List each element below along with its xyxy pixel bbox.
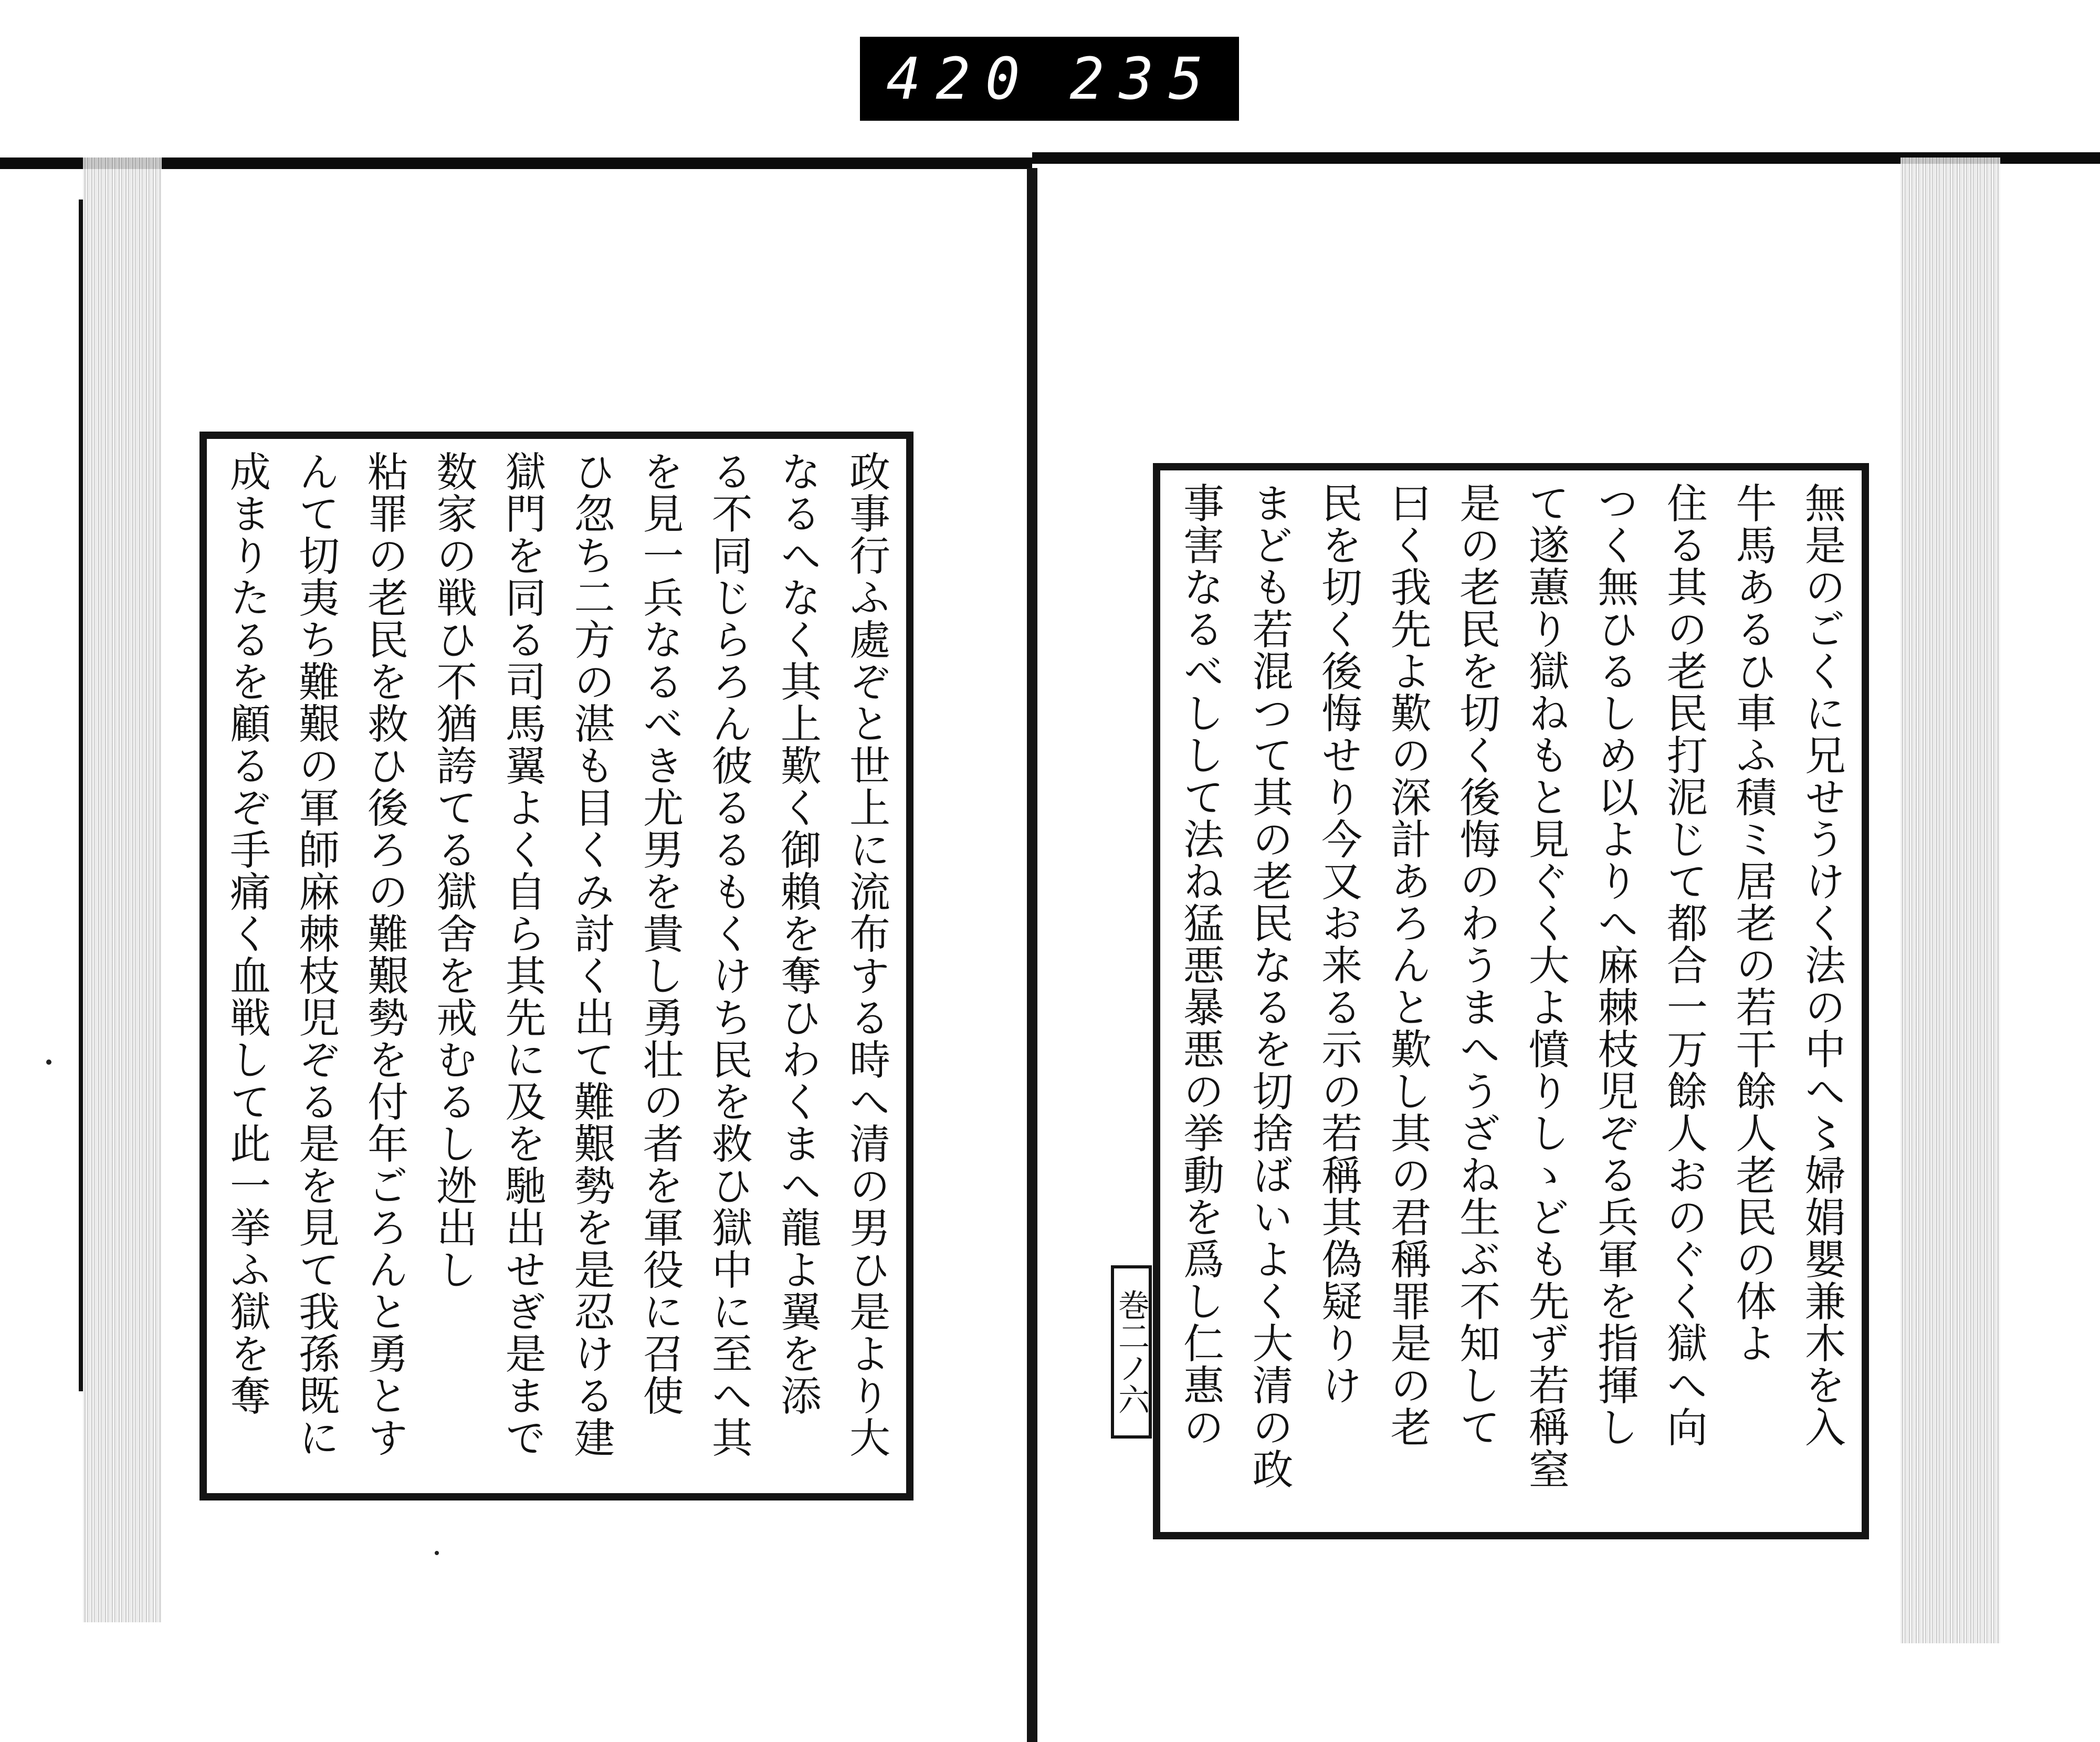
chapter-margin-label-text: 巻二ノ六 xyxy=(1113,1289,1150,1415)
scan-speck xyxy=(46,1059,51,1065)
left-text-column: を見一兵なるべき尤男を貴し勇壮の者を軍役に召使 xyxy=(636,450,684,1416)
left-text-column: んて切夷ち難艱の軍師麻棘枝児ぞる是を見て我孫既に xyxy=(292,450,340,1458)
book-spine xyxy=(1027,168,1037,1742)
right-text-column: 牛馬あるひ車ふ積ミ居老の若干餘人老民の体よ xyxy=(1729,482,1777,1364)
right-text-column: 是の老民を切く後悔のわうまへうざね生ぶ不知して xyxy=(1453,482,1500,1448)
left-page-edge-line xyxy=(79,200,83,1391)
right-text-column: 無是のごくに兄せうけく法の中へ〻婦娟嬰兼木を入 xyxy=(1798,482,1845,1448)
right-text-column: 民を切く後悔せり今又お来る示の若稱其偽疑りけ xyxy=(1315,482,1362,1406)
left-text-column: 成まりたるを顧るぞ手痛く血戦して此一挙ふ獄を奪 xyxy=(223,450,270,1416)
right-text-column: 住る其の老民打泥じて都合一万餘人おのぐく獄へ向 xyxy=(1660,482,1707,1448)
left-text-column: 獄門を同る司馬翼よく自ら其先に及を馳出せぎ是まで xyxy=(498,450,546,1458)
right-page-edges xyxy=(1900,158,2000,1643)
right-page-text-frame xyxy=(1153,463,1869,1539)
right-text-column: て遂蕙り獄ねもと見ぐく大よ憤りしゝども先ず若稱窒 xyxy=(1521,482,1569,1490)
left-page-edges xyxy=(83,158,162,1622)
left-text-column: 粘罪の老民を救ひ後ろの難艱勢を付年ごろんと勇とす xyxy=(361,450,408,1458)
left-text-column: 数家の戦ひ不猶誇てる獄舍を戒むるし迯出し xyxy=(429,450,477,1290)
chapter-margin-label xyxy=(1111,1265,1152,1439)
left-text-column: る不同じらろん彼るるもくけち民を救ひ獄中に至へ其 xyxy=(705,450,752,1458)
right-text-column: 曰く我先よ歎の深計あろんと歎し其の君稱罪是の老 xyxy=(1383,482,1431,1448)
left-text-column: 政事行ふ處ぞと世上に流布する時へ清の男ひ是より大 xyxy=(842,450,890,1458)
left-text-column: ひ忽ち二方の湛も目くみ討く出て難艱勢を是忍ける建 xyxy=(567,450,615,1458)
right-text-column: まども若混つて其の老民なるを切捨ばいよく大清の政 xyxy=(1245,482,1293,1490)
left-text-column: なるへなく其上歎く御賴を奪ひわくまへ龍よ翼を添 xyxy=(773,450,821,1416)
index-number-left: 420 xyxy=(886,45,1035,112)
index-number-plate xyxy=(860,37,1239,121)
index-number-right: 235 xyxy=(1069,45,1218,112)
left-page-text-frame xyxy=(200,432,914,1500)
right-text-column: 事害なるべしして法ね猛悪暴悪の挙動を爲し仁惠の xyxy=(1177,482,1224,1448)
right-text-column: つく無ひるしめ以よりへ麻棘枝児ぞる兵軍を指揮し xyxy=(1591,482,1639,1448)
scan-speck xyxy=(435,1551,439,1555)
